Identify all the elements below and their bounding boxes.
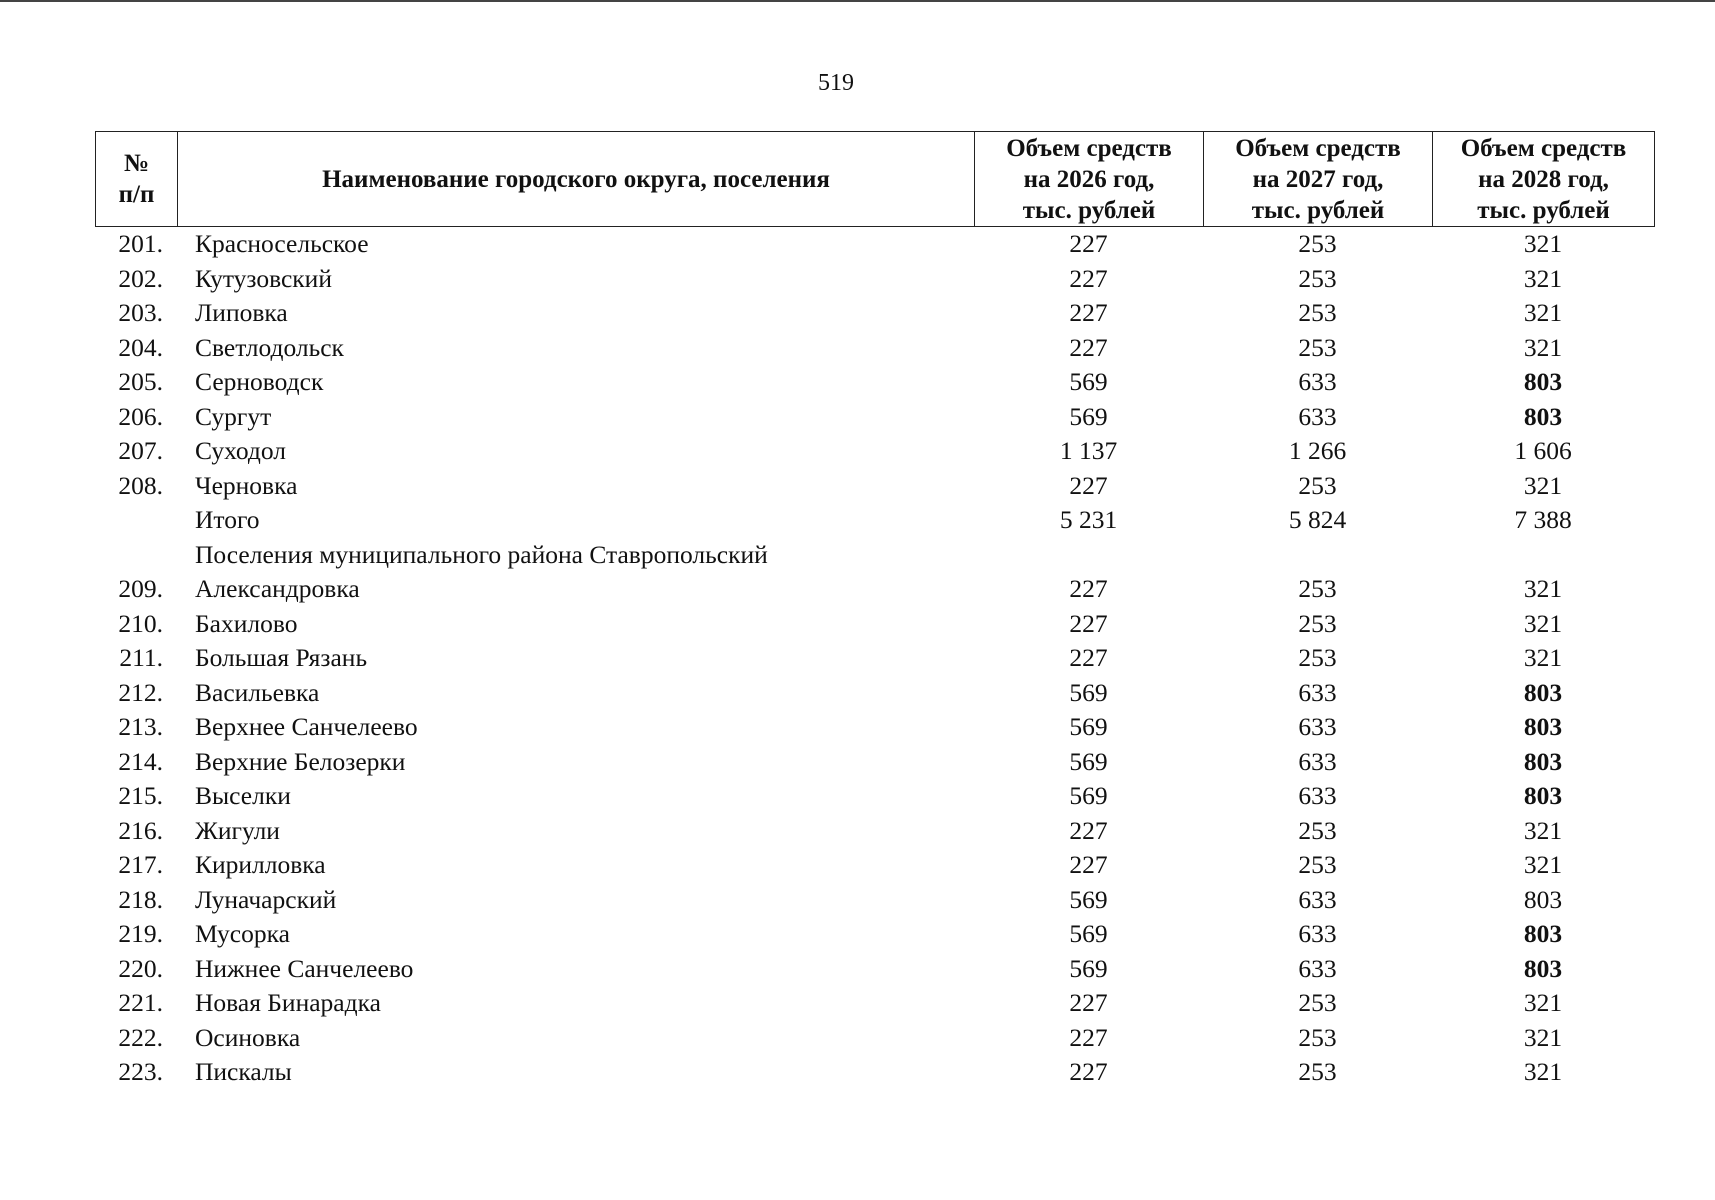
row-number: 210.	[118, 608, 163, 638]
value-2027: 253	[1298, 815, 1337, 845]
row-name: Красносельское	[195, 229, 369, 258]
table-row	[95, 434, 1654, 469]
header-2026-line: тыс. рублей	[1022, 196, 1156, 224]
header-number-line: п/п	[118, 181, 155, 208]
value-2026: 227	[1069, 1057, 1108, 1086]
row-name: Бахилово	[195, 608, 298, 638]
value-2026: 569	[1069, 884, 1108, 914]
value-2027: 253	[1298, 643, 1337, 672]
row-number: 223.	[118, 1057, 163, 1086]
value-2026: 569	[1069, 781, 1108, 810]
table-row	[95, 1055, 1654, 1090]
row-number: 211.	[119, 643, 163, 672]
row-number: 206.	[118, 401, 163, 431]
row-name: Серноводск	[195, 367, 324, 396]
value-2027: 633	[1298, 884, 1337, 914]
header-2028-line: Объем средств	[1460, 134, 1627, 162]
row-name: Кутузовский	[195, 263, 332, 293]
row-name: Итого	[195, 505, 260, 534]
value-2028: 321	[1523, 1022, 1563, 1052]
row-name: Сургут	[195, 401, 272, 431]
value-2026: 227	[1069, 298, 1108, 327]
value-2026: 227	[1069, 229, 1108, 258]
row-name: Липовка	[195, 298, 288, 327]
table-row	[95, 1021, 1654, 1056]
value-2027: 253	[1298, 988, 1337, 1017]
value-2027: 633	[1298, 677, 1337, 707]
value-2028: 803	[1523, 746, 1563, 776]
header-2026	[975, 132, 1204, 227]
row-number: 218.	[118, 884, 163, 914]
value-2028: 321	[1523, 608, 1563, 638]
row-number: 207.	[118, 436, 163, 465]
table-row	[95, 848, 1654, 883]
row-name: Пискалы	[195, 1057, 292, 1086]
row-number: 217.	[118, 850, 163, 879]
row-number: 215.	[118, 781, 163, 810]
header-2027-line: тыс. рублей	[1251, 196, 1385, 224]
value-2028: 321	[1523, 332, 1563, 362]
value-2028: 1 606	[1514, 436, 1572, 465]
row-number: 205.	[118, 367, 163, 396]
row-number: 214.	[118, 746, 163, 776]
value-2028: 803	[1523, 884, 1563, 914]
value-2028: 321	[1523, 850, 1563, 879]
value-2027: 633	[1298, 953, 1337, 983]
value-2026: 569	[1069, 367, 1108, 396]
value-2028: 803	[1523, 781, 1563, 810]
row-name: Верхние Белозерки	[195, 746, 406, 776]
table-row	[95, 296, 1654, 331]
table-row	[95, 503, 1654, 538]
value-2028: 803	[1523, 953, 1563, 983]
row-number: 213.	[118, 712, 163, 741]
table-header	[95, 131, 1655, 227]
value-2028: 803	[1523, 919, 1563, 948]
value-2028: 321	[1523, 815, 1563, 845]
table-body	[95, 227, 1654, 1090]
table-row	[95, 469, 1654, 504]
value-2028: 321	[1523, 1057, 1563, 1086]
value-2027: 633	[1298, 919, 1337, 948]
value-2026	[974, 538, 1203, 573]
value-2026: 569	[1069, 401, 1108, 431]
value-2026: 569	[1069, 746, 1108, 776]
row-number: 219.	[118, 919, 163, 948]
value-2028: 803	[1523, 712, 1563, 741]
row-number: 202.	[118, 263, 163, 293]
table-row	[95, 400, 1654, 435]
row-number: 216.	[118, 815, 163, 845]
header-2026-line: Объем средств	[1006, 134, 1172, 162]
value-2027: 253	[1298, 470, 1337, 500]
table-row	[95, 331, 1654, 366]
value-2028: 321	[1523, 470, 1563, 500]
header-number	[96, 132, 178, 227]
value-2026: 569	[1069, 677, 1108, 707]
value-2027	[1203, 538, 1432, 573]
value-2026: 569	[1069, 919, 1108, 948]
value-2028: 321	[1523, 574, 1563, 603]
row-name: Васильевка	[195, 677, 320, 707]
row-number: 222.	[118, 1022, 163, 1052]
table-row	[95, 710, 1654, 745]
header-2027	[1204, 132, 1433, 227]
row-name: Жигули	[195, 815, 280, 845]
value-2026: 1 137	[1059, 436, 1118, 465]
value-2027: 253	[1298, 229, 1337, 258]
value-2027: 633	[1298, 746, 1337, 776]
row-number: 203.	[118, 298, 163, 327]
value-2026: 227	[1069, 332, 1108, 362]
value-2028: 803	[1523, 677, 1563, 707]
table-row	[95, 262, 1654, 297]
table-row	[95, 676, 1654, 711]
table-row	[95, 641, 1654, 676]
row-name: Мусорка	[195, 919, 290, 948]
value-2028: 321	[1523, 263, 1563, 293]
value-2027: 633	[1298, 781, 1337, 810]
row-number: 204.	[118, 332, 163, 362]
value-2027: 253	[1298, 608, 1337, 638]
value-2027: 253	[1298, 298, 1337, 327]
row-number	[95, 503, 177, 538]
row-name: Кирилловка	[195, 850, 326, 879]
header-2027-line: Объем средств	[1235, 134, 1401, 162]
table-row	[95, 538, 1654, 573]
value-2028: 321	[1523, 643, 1563, 672]
header-2027-line: на 2027 год,	[1252, 165, 1384, 193]
row-name: Выселки	[195, 781, 291, 810]
header-2028	[1433, 132, 1655, 227]
row-number: 220.	[118, 953, 163, 983]
value-2027: 253	[1298, 1057, 1337, 1086]
table-row	[95, 779, 1654, 814]
value-2028: 321	[1523, 298, 1563, 327]
row-name: Поселения муниципального района Ставропольский	[195, 539, 768, 569]
table-row	[95, 572, 1654, 607]
value-2028	[1432, 538, 1654, 573]
value-2028: 321	[1523, 988, 1563, 1017]
row-name: Осиновка	[195, 1022, 301, 1052]
table-row	[95, 227, 1654, 262]
table-row	[95, 745, 1654, 780]
value-2026: 227	[1069, 850, 1108, 879]
value-2026: 227	[1069, 988, 1108, 1017]
table-row	[95, 883, 1654, 918]
table-row	[95, 607, 1654, 642]
value-2026: 227	[1069, 263, 1108, 293]
row-name: Нижнее Санчелеево	[195, 953, 414, 983]
value-2027: 633	[1298, 712, 1337, 741]
row-number: 208.	[118, 470, 163, 500]
value-2027: 5 824	[1288, 505, 1347, 534]
table-row	[95, 814, 1654, 849]
row-name: Черновка	[195, 470, 298, 500]
row-number: 209.	[118, 574, 163, 603]
value-2026: 569	[1069, 953, 1108, 983]
value-2027: 1 266	[1288, 436, 1347, 465]
header-2026-line: на 2026 год,	[1023, 165, 1155, 193]
value-2026: 227	[1069, 574, 1108, 603]
value-2027: 253	[1298, 263, 1337, 293]
value-2026: 227	[1069, 1022, 1108, 1052]
table-row	[95, 986, 1654, 1021]
row-name: Большая Рязань	[195, 643, 368, 672]
row-name: Суходол	[195, 436, 287, 465]
row-name: Александровка	[195, 574, 360, 603]
value-2027: 253	[1298, 1022, 1337, 1052]
row-name: Луначарский	[195, 884, 337, 914]
row-name: Новая Бинарадка	[195, 988, 381, 1017]
row-number: 221.	[118, 988, 163, 1017]
value-2027: 253	[1298, 850, 1337, 879]
header-number-line: №	[123, 150, 150, 177]
table-row	[95, 365, 1654, 400]
row-number	[95, 538, 177, 573]
table-row	[95, 917, 1654, 952]
header-name: Наименование городского округа, поселения	[178, 132, 975, 227]
value-2026: 227	[1069, 608, 1108, 638]
value-2028: 803	[1523, 367, 1563, 396]
value-2026: 227	[1069, 643, 1108, 672]
value-2026: 5 231	[1059, 505, 1118, 534]
table-row	[95, 952, 1654, 987]
value-2028: 321	[1523, 229, 1563, 258]
value-2028: 803	[1523, 401, 1563, 431]
value-2026: 227	[1069, 470, 1108, 500]
value-2027: 633	[1298, 367, 1337, 396]
page-number: 519	[818, 70, 854, 96]
header-2028-line: на 2028 год,	[1478, 165, 1609, 193]
value-2026: 227	[1069, 815, 1108, 845]
row-name: Верхнее Санчелеево	[195, 712, 418, 741]
value-2026: 569	[1069, 712, 1108, 741]
value-2028: 7 388	[1514, 505, 1572, 534]
row-number: 201.	[118, 229, 163, 258]
top-rule	[0, 0, 1715, 2]
value-2027: 633	[1298, 401, 1337, 431]
header-2028-line: тыс. рублей	[1477, 196, 1610, 224]
value-2027: 253	[1298, 574, 1337, 603]
row-number: 212.	[118, 677, 163, 707]
row-name: Светлодольск	[195, 332, 344, 362]
value-2027: 253	[1298, 332, 1337, 362]
